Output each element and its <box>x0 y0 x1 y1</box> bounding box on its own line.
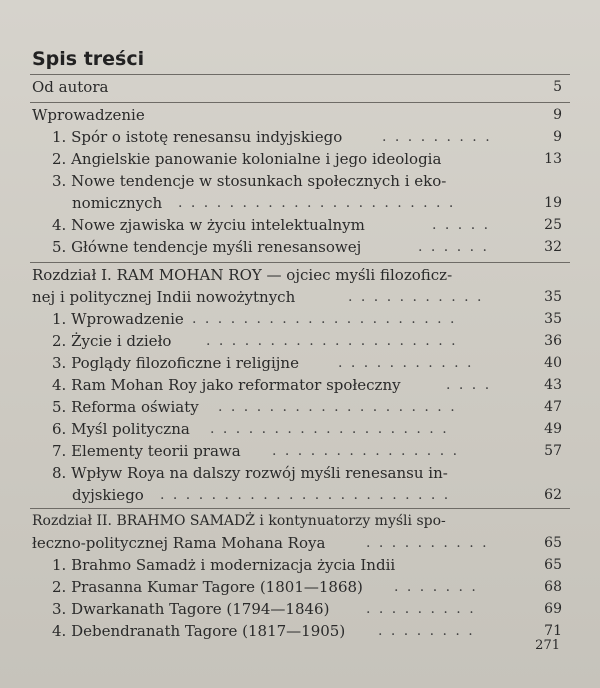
toc-entry-page: 5 <box>553 79 562 95</box>
toc-entry-page: 47 <box>544 399 562 415</box>
toc-entry-title: Wprowadzenie <box>32 106 145 124</box>
toc-entry-page: 65 <box>544 535 562 551</box>
toc-entry-title: 2. Prasanna Kumar Tagore (1801—1868) <box>52 578 363 596</box>
divider <box>30 74 570 75</box>
leader-dots: . . . . . . . . . . . . . . . . . . . . . . . <box>160 487 451 503</box>
toc-entry-page: 13 <box>544 151 562 167</box>
leader-dots: . . . . . . . <box>394 579 478 595</box>
toc-entry-title: nomicznych <box>72 194 163 212</box>
leader-dots: . . . . . . . . . . . <box>338 355 474 371</box>
toc-entry-page: 9 <box>553 107 562 123</box>
leader-dots: . . . . . . . . . . . . . . . <box>272 443 460 459</box>
toc-entry-title: Rozdział I. RAM MOHAN ROY — ojciec myśli filozoficz- <box>32 266 453 284</box>
toc-entry-page: 57 <box>544 443 562 459</box>
toc-entry-page: 9 <box>553 129 562 145</box>
toc-entry <box>0 214 600 236</box>
toc-entry-title: nej i politycznej Indii nowożytnych <box>32 288 296 306</box>
toc-entry-wprowadzenie <box>0 104 600 126</box>
toc-entry <box>0 192 600 214</box>
toc-entry-title: 5. Reforma oświaty <box>52 398 199 416</box>
toc-entry-title: 7. Elementy teorii prawa <box>52 442 241 460</box>
toc-entry-title: 4. Debendranath Tagore (1817—1905) <box>52 622 346 640</box>
toc-entry-rozdzial-2 <box>0 510 600 532</box>
toc-entry-title: 6. Myśl polityczna <box>52 420 190 438</box>
toc-entry-page: 68 <box>544 579 562 595</box>
leader-dots: . . . . . . <box>418 239 489 255</box>
toc-entry <box>0 462 600 484</box>
toc-entry <box>0 352 600 374</box>
toc-entry <box>0 440 600 462</box>
toc-entry-title: 5. Główne tendencje myśli renesansowej <box>52 238 362 256</box>
toc-entry-page: 62 <box>544 487 562 503</box>
toc-entry-title: Rozdział II. BRAHMO SAMADŻ i kontynuatorzy myśli spo- <box>32 513 446 529</box>
page-number: 271 <box>535 638 560 653</box>
toc-entry-page: 32 <box>544 239 562 255</box>
toc-entry-title: 2. Życie i dzieło <box>52 332 172 350</box>
toc-entry-page: 65 <box>544 557 562 573</box>
toc-entry <box>0 374 600 396</box>
leader-dots: . . . . . <box>432 217 491 233</box>
toc-entry-page: 35 <box>544 311 562 327</box>
toc-entry-title: 4. Ram Mohan Roy jako reformator społeczny <box>52 376 401 394</box>
leader-dots: . . . . . . . . . . . . . . . . . . . . . . <box>178 195 456 211</box>
toc-entry-title: 1. Spór o istotę renesansu indyjskiego <box>52 128 343 146</box>
toc-entry-page: 49 <box>544 421 562 437</box>
toc-entry <box>0 148 600 170</box>
toc-entry-rozdzial-1 <box>0 264 600 286</box>
toc-entry-page: 25 <box>544 217 562 233</box>
toc-entry-page: 69 <box>544 601 562 617</box>
toc-entry-title: 3. Poglądy filozoficzne i religijne <box>52 354 299 372</box>
toc-entry <box>0 126 600 148</box>
leader-dots: . . . . . . . . . <box>366 601 476 617</box>
toc-entry-page: 19 <box>544 195 562 211</box>
toc-entry-od-autora <box>0 76 600 98</box>
toc-entry-title: 1. Brahmo Samadż i modernizacja życia Indii <box>52 556 396 574</box>
divider <box>30 508 570 509</box>
toc-entry-page: 36 <box>544 333 562 349</box>
leader-dots: . . . . . . . . . . . <box>348 289 484 305</box>
toc-entry <box>0 330 600 352</box>
toc-entry <box>0 484 600 506</box>
toc-entry-title: 8. Wpływ Roya na dalszy rozwój myśli renesansu in- <box>52 464 448 482</box>
toc-entry <box>0 554 600 576</box>
leader-dots: . . . . . . . . . . . . . . . . . . . . . <box>192 311 457 327</box>
toc-entry-title: 3. Nowe tendencje w stosunkach społecznych i eko- <box>52 172 447 190</box>
toc-entry <box>0 598 600 620</box>
toc-entry-title: 2. Angielskie panowanie kolonialne i jego ideologia <box>52 150 442 168</box>
toc-entry-title: 3. Dwarkanath Tagore (1794—1846) <box>52 600 330 618</box>
toc-entry-page: 43 <box>544 377 562 393</box>
toc-entry <box>0 308 600 330</box>
toc-entry-title: 4. Nowe zjawiska w życiu intelektualnym <box>52 216 365 234</box>
leader-dots: . . . . . . . . . . . . . . . . . . . . <box>206 333 458 349</box>
toc-entry <box>0 620 600 642</box>
toc-entry <box>0 396 600 418</box>
toc-entry <box>0 418 600 440</box>
toc-entry-page: 71 <box>544 623 562 639</box>
toc-entry-title: Od autora <box>32 78 109 96</box>
toc-entry-title: dyjskiego <box>72 486 144 504</box>
toc-entry-title: 1. Wprowadzenie <box>52 310 184 328</box>
divider <box>30 262 570 263</box>
toc-entry-title: łeczno-politycznej Rama Mohana Roya <box>32 534 326 552</box>
toc-entry <box>0 576 600 598</box>
divider <box>30 102 570 103</box>
leader-dots: . . . . . . . . . . . . . . . . . . . <box>218 399 457 415</box>
leader-dots: . . . . <box>446 377 492 393</box>
toc-entry-page: 40 <box>544 355 562 371</box>
toc-entry <box>0 286 600 308</box>
leader-dots: . . . . . . . . <box>378 623 475 639</box>
leader-dots: . . . . . . . . . . <box>366 535 489 551</box>
leader-dots: . . . . . . . . . . . . . . . . . . . <box>210 421 449 437</box>
page-title: Spis treści <box>32 48 145 70</box>
toc-entry <box>0 236 600 258</box>
toc-entry <box>0 532 600 554</box>
toc-entry <box>0 170 600 192</box>
toc-entry-page: 35 <box>544 289 562 305</box>
leader-dots: . . . . . . . . . <box>382 129 492 145</box>
